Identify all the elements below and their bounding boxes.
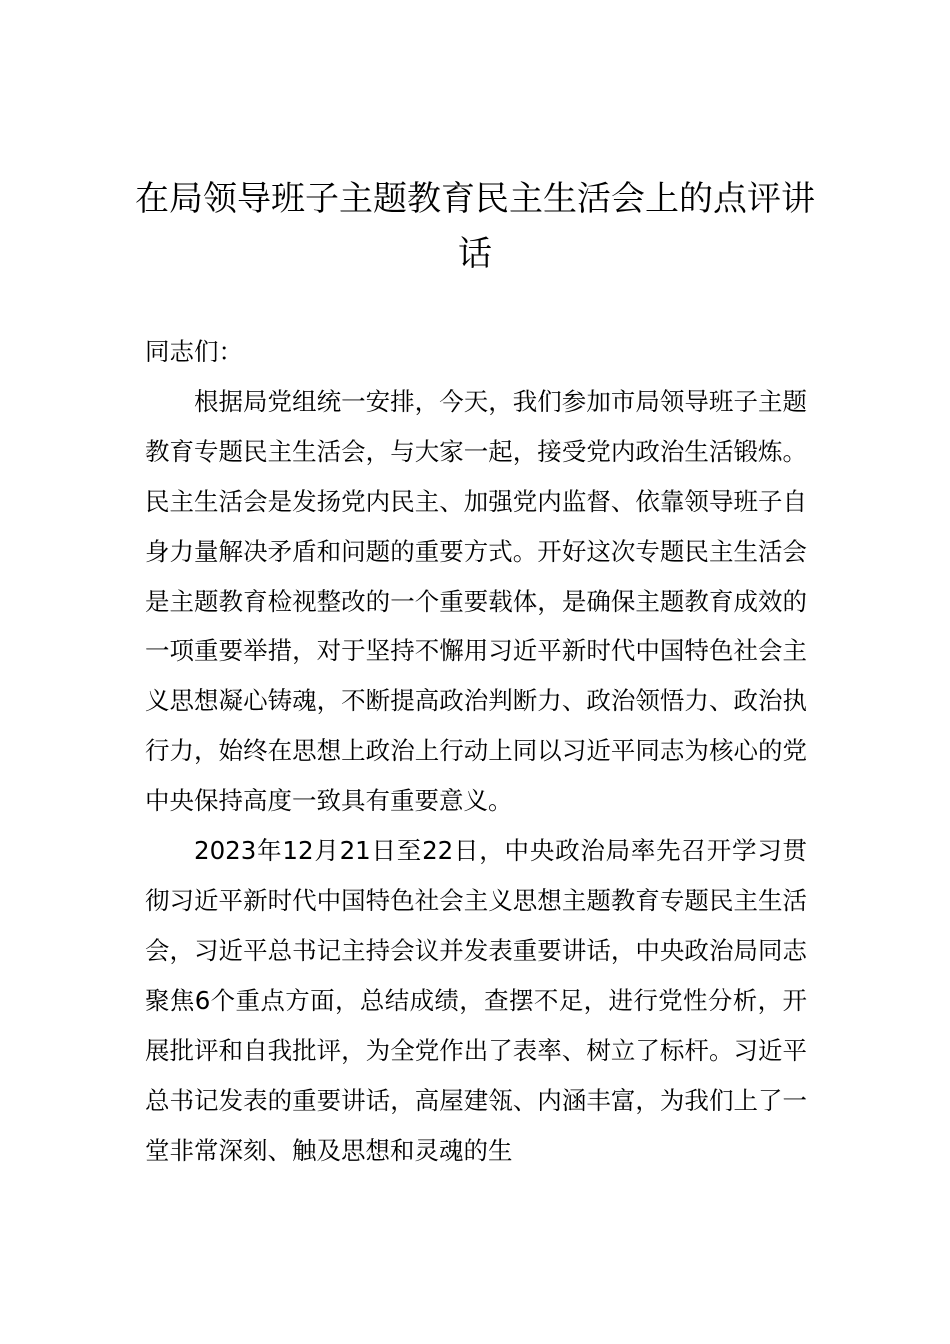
- paragraph-2: 2023年12月21日至22日，中央政治局率先召开学习贯彻习近平新时代中国特色社会主义思想主题教育专题民主生活会，习近平总书记主持会议并发表重要讲话，中央政治局同志聚焦6个重点方面，总结成绩，查摆不足，进行党性分析，开展批评和自我批评，为全党作出了表率、树立了标杆。习近平总书记发表的重要讲话，高屋建瓴、内涵丰富，为我们上了一堂非常深刻、触及思想和灵魂的生: [145, 836, 807, 1165]
- document-title: 在局领导班子主题教育民主生活会上的点评讲话: [135, 179, 815, 274]
- paragraph-1: 根据局党组统一安排，今天，我们参加市局领导班子主题教育专题民主生活会，与大家一起，接受党内政治生活锻炼。民主生活会是发扬党内民主、加强党内监督、依靠领导班子自身力量解决矛盾和问题的重要方式。开好这次专题民主生活会是主题教育检视整改的一个重要载体，是确保主题教育成效的一项重要举措，对于坚持不懈用习近平新时代中国特色社会主义思想凝心铸魂，不断提高政治判断力、政治领悟力、政治执行力，始终在思想上政治上行动上同以习近平同志为核心的党中央保持高度一致具有重要意义。: [145, 386, 807, 816]
- document-body: [145, 327, 807, 1175]
- salutation: 同志们：: [145, 337, 243, 366]
